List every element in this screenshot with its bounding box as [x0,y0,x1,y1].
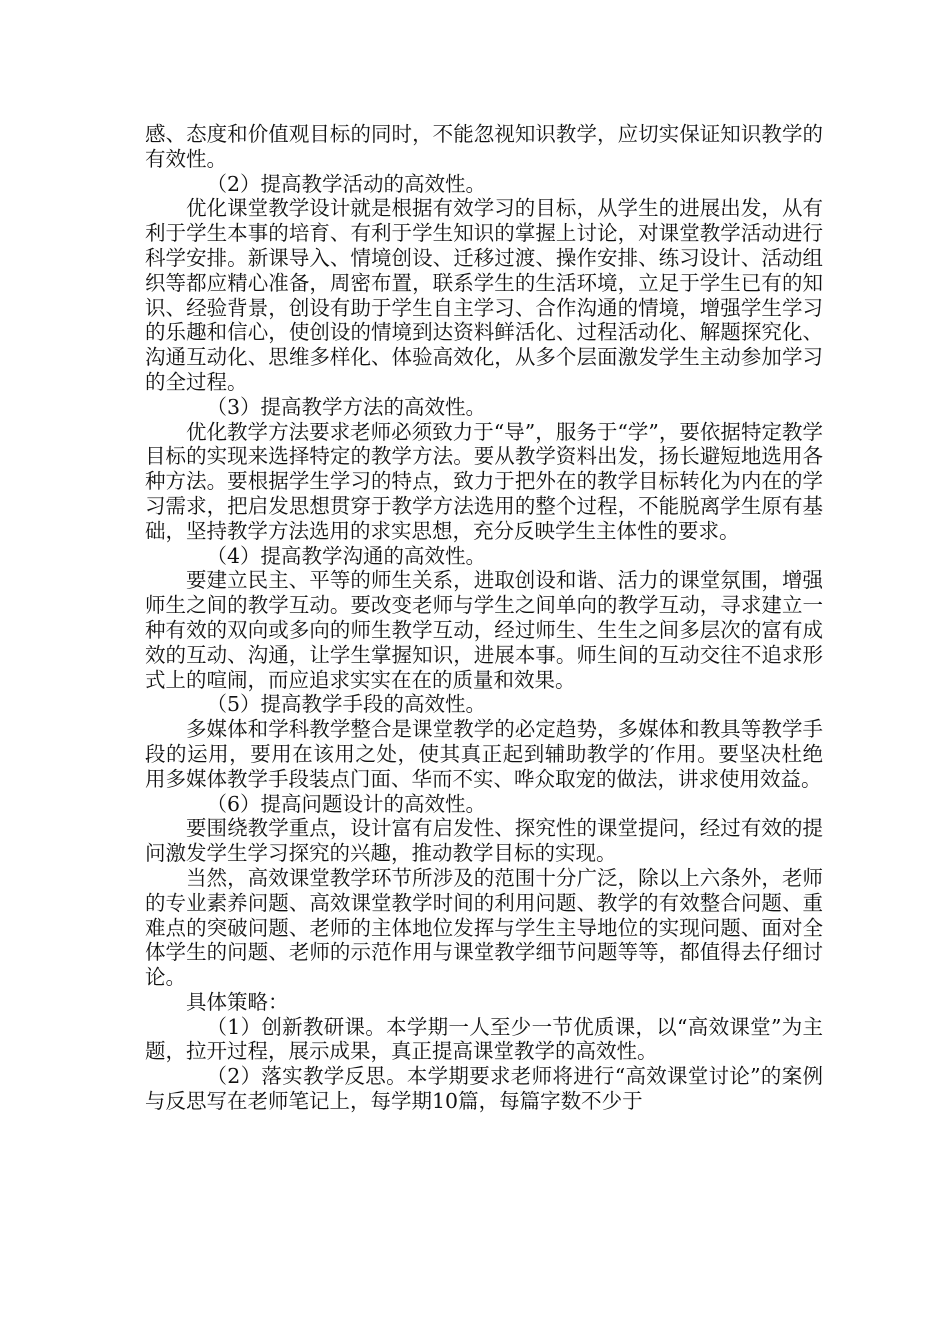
strategy-item-2: （2）落实教学反思。本学期要求老师将进行“高效课堂讨论”的案例与反思写在老师笔记上，每学期10篇，每篇字数不少于 [145,1064,823,1114]
paragraph-teaching-communication: 要建立民主、平等的师生关系，进取创设和谐、活力的课堂氛围，增强师生之间的教学互动。要改变老师与学生之间单向的教学互动，寻求建立一种有效的双向或多向的师生教学互动，经过师生、生生之间多层次的富有成效的互动、沟通，让学生掌握知识，进展本事。师生间的互动交往不追求形式上的喧闹，而应追求实实在在的质量和效果。 [145,568,823,692]
paragraph-teaching-method: 优化教学方法要求老师必须致力于“导”，服务于“学”，要依据特定教学目标的实现来选择特定的教学方法。要从教学资料出发，扬长避短地选用各种方法。要根据学生学习的特点，致力于把外在的教学目标转化为内在的学习需求，把启发思想贯穿于教学方法选用的整个过程，不能脱离学生原有基础，坚持教学方法选用的求实思想，充分反映学生主体性的要求。 [145,419,823,543]
section-heading-6: （6）提高问题设计的高效性。 [206,791,487,816]
paragraph-teaching-activity: 优化课堂教学设计就是根据有效学习的目标，从学生的进展出发，从有利于学生本事的培育、有利于学生知识的掌握上讨论，对课堂教学活动进行科学安排。新课导入、情境创设、迁移过渡、操作安排、练习设计、活动组织等都应精心准备，周密布置，联系学生的生活环境，立足于学生已有的知识、经验背景，创设有助于学生自主学习、合作沟通的情境，增强学生学习的乐趣和信心，使创设的情境到达资料鲜活化、过程活动化、解题探究化、沟通互动化、思维多样化、体验高效化，从多个层面激发学生主动参加学习的全过程。 [145,196,823,394]
section-heading-4: （4）提高教学沟通的高效性。 [206,543,487,568]
paragraph-question-design: 要围绕教学重点，设计富有启发性、探究性的课堂提问，经过有效的提问激发学生学习探究的兴趣，推动教学目标的实现。 [145,816,823,866]
section-heading-3: （3）提高教学方法的高效性。 [206,394,487,419]
document-body [145,122,823,1114]
paragraph-continued: 感、态度和价值观目标的同时，不能忽视知识教学，应切实保证知识教学的有效性。 [145,122,823,171]
strategy-heading: 具体策略： [186,989,289,1014]
paragraph-summary: 当然，高效课堂教学环节所涉及的范围十分广泛，除以上六条外，老师的专业素养问题、高效课堂教学时间的利用问题、教学的有效整合问题、重难点的突破问题、老师的主体地位发挥与学生主导地位的实现问题、面对全体学生的问题、老师的示范作用与课堂教学细节问题等等，都值得去仔细讨论。 [145,865,823,990]
section-heading-2: （2）提高教学活动的高效性。 [206,171,487,196]
section-heading-5: （5）提高教学手段的高效性。 [206,692,487,717]
paragraph-teaching-means: 多媒体和学科教学整合是课堂教学的必定趋势，多媒体和教具等教学手段的运用，要用在该用之处，使其真正起到辅助教学的′作用。要坚决杜绝用多媒体教学手段装点门面、华而不实、哗众取宠的做法，讲求使用效益。 [145,717,823,791]
strategy-item-1: （1）创新教研课。本学期一人至少一节优质课，以“高效课堂”为主题，拉开过程，展示成果，真正提高课堂教学的高效性。 [145,1014,823,1064]
